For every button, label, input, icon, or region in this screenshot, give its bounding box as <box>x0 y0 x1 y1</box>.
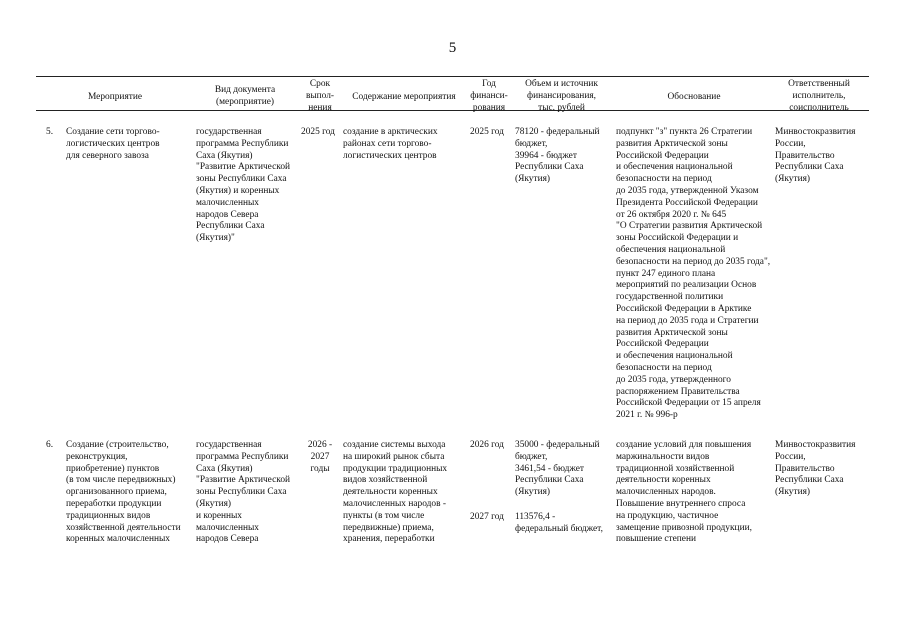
row-content: создание в арктических районах сети торгово- логистических центров <box>343 127 438 161</box>
header-term: Срок выпол- нения <box>305 79 335 113</box>
row-activity: Создание (строительство, реконструкция, приобретение) пунктов (в том числе передвижных) организованного приема, переработки продукции традиционных видов хозяйственной деятельности коренных малочисленных <box>66 440 181 545</box>
row-content: создание системы выхода на широкий рынок сбыта продукции традиционных видов хозяйственной деятельности коренных малочисленных народов - пункты (в том числе передвижные) приема, хранения, переработки <box>343 440 448 545</box>
row-basis: создание условий для повышения маржинальности видов традиционной хозяйственной деятельности коренных малочисленных народов. Повышение внутреннего спроса на продукцию, частичное замещение привозной продукции, повышение степени <box>616 440 752 545</box>
row-doc-type: государственная программа Республики Саха (Якутия) "Развитие Арктической зоны Республики Саха (Якутия) и коренных малочисленных народов Севера <box>196 440 291 545</box>
row-activity: Создание сети торгово- логистических центров для северного завоза <box>66 127 160 161</box>
header-responsible: Ответственный исполнитель, соисполнитель <box>788 79 850 113</box>
header-doc-type: Вид документа (мероприятие) <box>214 85 276 107</box>
row-number: 5. <box>46 127 54 137</box>
row-year: 2025 год <box>470 127 504 137</box>
row-term: 2026 - 2027 годы <box>307 440 333 474</box>
table-top-rule <box>36 76 869 77</box>
header-basis: Обоснование <box>667 92 721 102</box>
row-volume: 78120 - федеральный бюджет, 39964 - бюджет Республики Саха (Якутия) <box>515 127 600 185</box>
row-basis: подпункт "з" пункта 26 Стратегии развития Арктической зоны Российской Федерации и обеспечения национальной безопасности на период до 2035 года, утвержденной Указом Президента Российской Федерации от 26 октября 2020 г. № 645 "О Стратегии развития Арктической зоны Российской Федерации и обеспечения национальной безопасности на период до 2035 года", пункт 247 единого плана мероприятий по реализации Основ государственной политики Российской Федерации в Арктике на период до 2035 года и Стратегии развития Арктической зоны Российской Федерации и обеспечения национальной безопасности на период до 2035 года, утвержденного распоряжением Правительства Российской Федерации от 15 апреля 2021 г. № 996-р <box>616 127 771 421</box>
header-year: Год финанси- рования <box>470 79 508 113</box>
row-doc-type: государственная программа Республики Саха (Якутия) "Развитие Арктической зоны Республики Саха (Якутия) и коренных малочисленных народов Севера Республики Саха (Якутия)" <box>196 127 291 244</box>
page-number: 5 <box>448 40 457 56</box>
row-volume-2: 113576,4 - федеральный бюджет, <box>515 512 603 534</box>
row-year-2: 2027 год <box>470 512 504 522</box>
header-volume: Объем и источник финансирования, тыс. рублей <box>525 79 598 113</box>
row-number: 6. <box>46 440 54 450</box>
header-activity: Мероприятие <box>87 92 143 102</box>
row-responsible: Минвостокразвития России, Правительство Республики Саха (Якутия) <box>775 440 856 498</box>
table-header-rule <box>36 110 869 111</box>
row-year: 2026 год <box>470 440 504 450</box>
row-term: 2025 год <box>301 127 335 137</box>
row-volume: 35000 - федеральный бюджет, 3461,54 - бюджет Республики Саха (Якутия) <box>515 440 600 498</box>
row-responsible: Минвостокразвития России, Правительство Республики Саха (Якутия) <box>775 127 856 185</box>
header-content: Содержание мероприятия <box>352 92 456 102</box>
